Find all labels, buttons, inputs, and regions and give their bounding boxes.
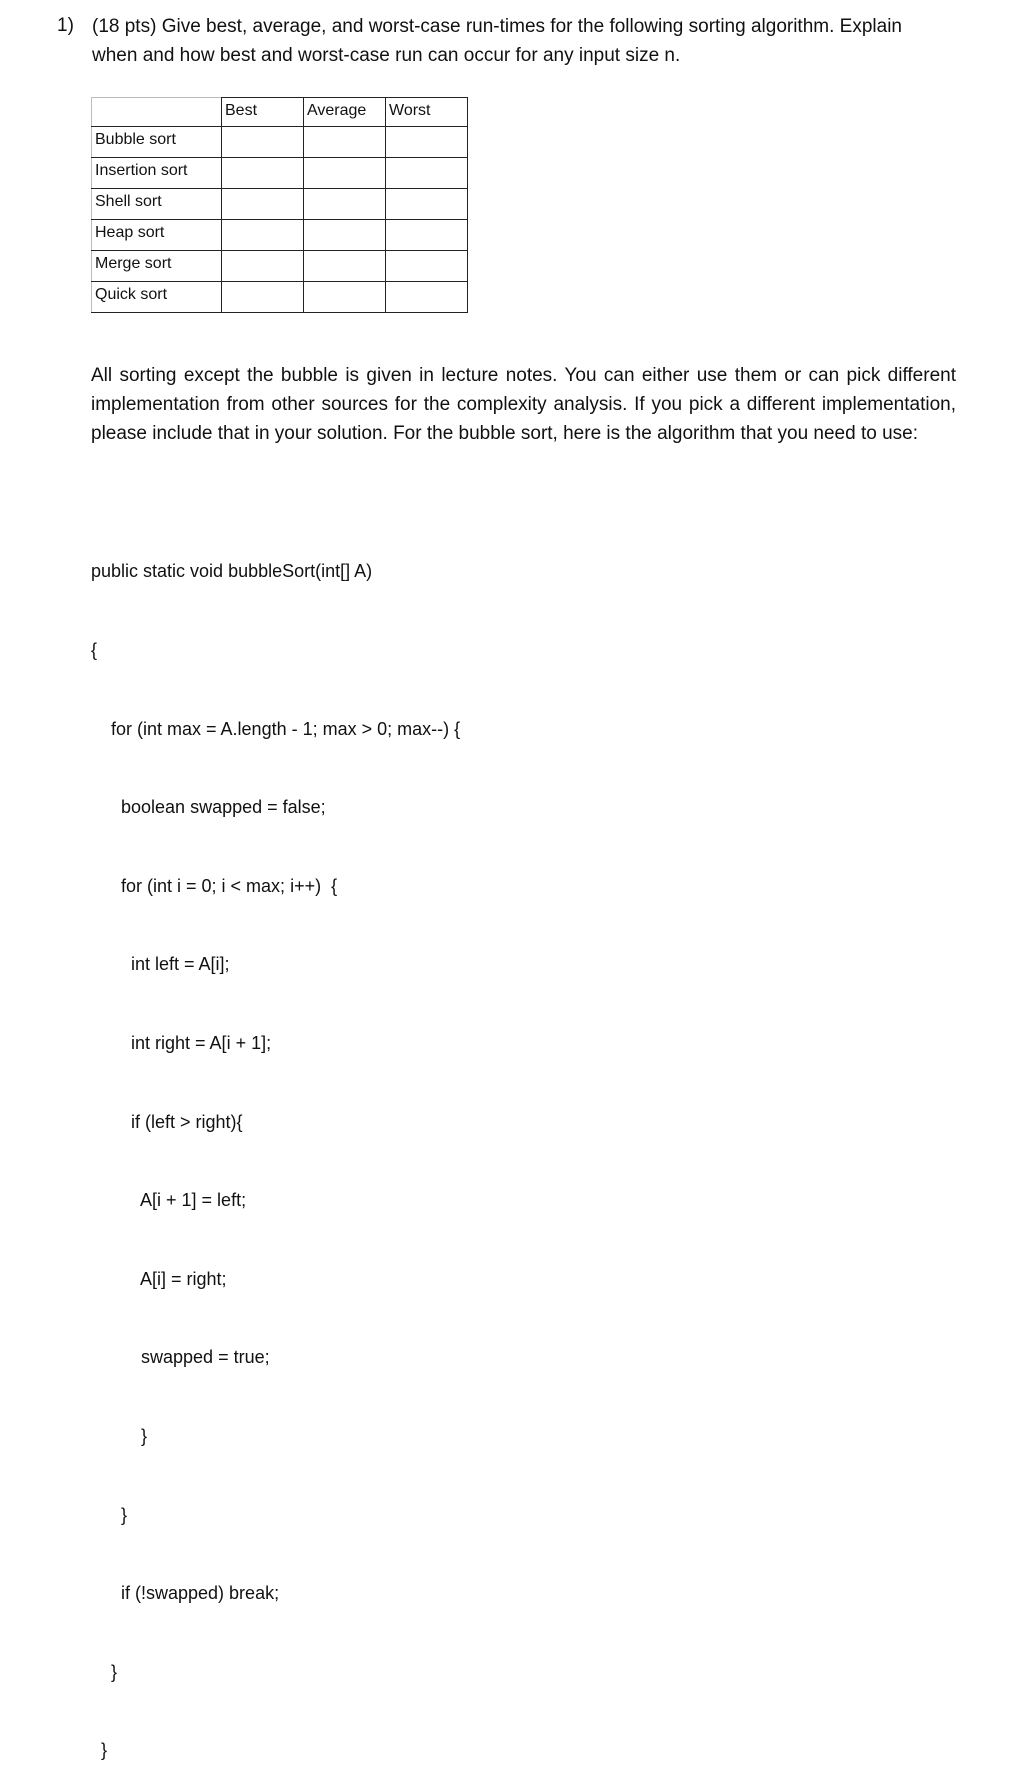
table-row [92, 251, 468, 282]
cell-quick-average [304, 282, 386, 313]
row-name-insertion-sort: Insertion sort [92, 158, 222, 189]
table-header-row [92, 98, 468, 127]
header-best: Best [222, 98, 304, 127]
cell-quick-best [222, 282, 304, 313]
code-line: if (left > right){ [91, 1111, 243, 1132]
cell-shell-worst [386, 189, 468, 220]
cell-bubble-best [222, 127, 304, 158]
table-corner-cell [92, 98, 222, 127]
cell-quick-worst [386, 282, 468, 313]
row-name-bubble-sort: Bubble sort [92, 127, 222, 158]
code-line: if (!swapped) break; [91, 1583, 280, 1604]
row-name-merge-sort: Merge sort [92, 251, 222, 282]
table-row [92, 220, 468, 251]
code-line: { [91, 640, 98, 660]
question-line-1: (18 pts) Give best, average, and worst-case run-times for the following sorting algorithm. Explain [92, 16, 902, 37]
cell-bubble-average [304, 127, 386, 158]
instructions-paragraph: All sorting except the bubble is given in lecture notes. You can either use them or can pick different implementation from other sources for the complexity analysis. If you pick a different implementation, please include that in your solution. For the bubble sort, here is the algorithm that you need to use: [91, 365, 956, 444]
question-line-2: when and how best and worst-case run can occur for any input size n. [92, 45, 681, 66]
table-row [92, 282, 468, 313]
code-line: int left = A[i]; [91, 954, 230, 975]
cell-shell-average [304, 189, 386, 220]
cell-merge-average [304, 251, 386, 282]
code-line: } [91, 1504, 128, 1525]
code-line: public static void bubbleSort(int[] A) [91, 561, 373, 582]
table-row [92, 127, 468, 158]
cell-merge-worst [386, 251, 468, 282]
code-line: A[i + 1] = left; [91, 1190, 247, 1211]
table-row [92, 189, 468, 220]
code-line: int right = A[i + 1]; [91, 1032, 272, 1053]
code-line: } [91, 1740, 108, 1761]
cell-heap-best [222, 220, 304, 251]
row-name-quick-sort: Quick sort [92, 282, 222, 313]
cell-insertion-best [222, 158, 304, 189]
cell-heap-average [304, 220, 386, 251]
code-line: boolean swapped = false; [91, 797, 326, 818]
code-line: for (int i = 0; i < max; i++) { [91, 875, 338, 896]
code-line: } [91, 1661, 118, 1682]
row-name-heap-sort: Heap sort [92, 220, 222, 251]
question-text [92, 12, 972, 70]
cell-shell-best [222, 189, 304, 220]
runtime-table [91, 97, 468, 313]
cell-bubble-worst [386, 127, 468, 158]
code-line: } [91, 1425, 148, 1446]
question-number: 1) [57, 15, 74, 36]
code-line: A[i] = right; [91, 1268, 227, 1289]
cell-merge-best [222, 251, 304, 282]
header-average: Average [304, 98, 386, 127]
code-block [91, 506, 460, 1790]
cell-insertion-worst [386, 158, 468, 189]
code-line: swapped = true; [91, 1347, 270, 1368]
row-name-shell-sort: Shell sort [92, 189, 222, 220]
code-line: for (int max = A.length - 1; max > 0; max--) { [91, 718, 461, 739]
table-row [92, 158, 468, 189]
header-worst: Worst [386, 98, 468, 127]
cell-heap-worst [386, 220, 468, 251]
cell-insertion-average [304, 158, 386, 189]
